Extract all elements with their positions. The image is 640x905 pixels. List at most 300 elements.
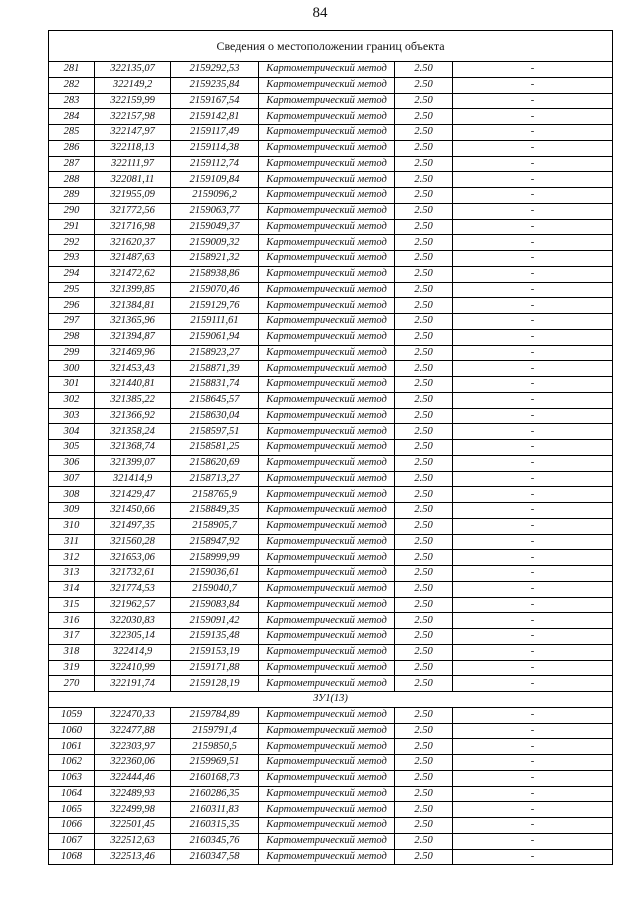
x-coordinate-cell: 322118,13 — [95, 140, 171, 156]
point-number-cell: 1060 — [49, 723, 95, 739]
x-coordinate-cell: 321399,85 — [95, 282, 171, 298]
point-number-cell: 319 — [49, 660, 95, 676]
y-coordinate-cell: 2159791,4 — [171, 723, 259, 739]
accuracy-cell: 2.50 — [395, 534, 453, 550]
method-cell: Картометрический метод — [259, 345, 395, 361]
y-coordinate-cell: 2160347,58 — [171, 849, 259, 865]
table-title-row — [49, 31, 613, 62]
accuracy-cell: 2.50 — [395, 235, 453, 251]
y-coordinate-cell: 2159153,19 — [171, 644, 259, 660]
method-cell: Картометрический метод — [259, 314, 395, 330]
x-coordinate-cell: 322410,99 — [95, 660, 171, 676]
description-cell: - — [453, 849, 613, 865]
method-cell: Картометрический метод — [259, 566, 395, 582]
accuracy-cell: 2.50 — [395, 188, 453, 204]
point-number-cell: 314 — [49, 581, 95, 597]
accuracy-cell: 2.50 — [395, 93, 453, 109]
accuracy-cell: 2.50 — [395, 140, 453, 156]
method-cell: Картометрический метод — [259, 219, 395, 235]
point-number-cell: 312 — [49, 550, 95, 566]
y-coordinate-cell: 2158871,39 — [171, 361, 259, 377]
description-cell: - — [453, 188, 613, 204]
description-cell: - — [453, 786, 613, 802]
table-row — [49, 518, 613, 534]
description-cell: - — [453, 172, 613, 188]
table-row — [49, 282, 613, 298]
description-cell: - — [453, 818, 613, 834]
method-cell: Картометрический метод — [259, 125, 395, 141]
method-cell: Картометрический метод — [259, 676, 395, 692]
table-row — [49, 629, 613, 645]
description-cell: - — [453, 629, 613, 645]
method-cell: Картометрический метод — [259, 755, 395, 771]
table-row — [49, 660, 613, 676]
table-row — [49, 802, 613, 818]
y-coordinate-cell: 2159112,74 — [171, 156, 259, 172]
table-row — [49, 408, 613, 424]
description-cell: - — [453, 251, 613, 267]
point-number-cell: 285 — [49, 125, 95, 141]
description-cell: - — [453, 739, 613, 755]
accuracy-cell: 2.50 — [395, 203, 453, 219]
table-row — [49, 676, 613, 692]
point-number-cell: 1062 — [49, 755, 95, 771]
y-coordinate-cell: 2159070,46 — [171, 282, 259, 298]
point-number-cell: 287 — [49, 156, 95, 172]
x-coordinate-cell: 321358,24 — [95, 424, 171, 440]
table-row — [49, 203, 613, 219]
x-coordinate-cell: 322470,33 — [95, 707, 171, 723]
accuracy-cell: 2.50 — [395, 597, 453, 613]
method-cell: Картометрический метод — [259, 392, 395, 408]
point-number-cell: 298 — [49, 329, 95, 345]
description-cell: - — [453, 408, 613, 424]
x-coordinate-cell: 321440,81 — [95, 377, 171, 393]
y-coordinate-cell: 2159235,84 — [171, 77, 259, 93]
method-cell: Картометрический метод — [259, 739, 395, 755]
x-coordinate-cell: 322513,46 — [95, 849, 171, 865]
accuracy-cell: 2.50 — [395, 503, 453, 519]
x-coordinate-cell: 321620,37 — [95, 235, 171, 251]
x-coordinate-cell: 322191,74 — [95, 676, 171, 692]
description-cell: - — [453, 361, 613, 377]
method-cell: Картометрический метод — [259, 581, 395, 597]
y-coordinate-cell: 2158938,86 — [171, 266, 259, 282]
y-coordinate-cell: 2158597,51 — [171, 424, 259, 440]
point-number-cell: 284 — [49, 109, 95, 125]
point-number-cell: 302 — [49, 392, 95, 408]
table-row — [49, 188, 613, 204]
point-number-cell: 289 — [49, 188, 95, 204]
x-coordinate-cell: 322414,9 — [95, 644, 171, 660]
y-coordinate-cell: 2159969,51 — [171, 755, 259, 771]
description-cell: - — [453, 93, 613, 109]
accuracy-cell: 2.50 — [395, 455, 453, 471]
description-cell: - — [453, 566, 613, 582]
x-coordinate-cell: 322081,11 — [95, 172, 171, 188]
table-row — [49, 156, 613, 172]
y-coordinate-cell: 2159111,61 — [171, 314, 259, 330]
x-coordinate-cell: 322305,14 — [95, 629, 171, 645]
method-cell: Картометрический метод — [259, 440, 395, 456]
y-coordinate-cell: 2158645,57 — [171, 392, 259, 408]
table-row — [49, 723, 613, 739]
section-label: ЗУ1(13) — [49, 692, 613, 708]
y-coordinate-cell: 2159850,5 — [171, 739, 259, 755]
x-coordinate-cell: 321385,22 — [95, 392, 171, 408]
accuracy-cell: 2.50 — [395, 156, 453, 172]
x-coordinate-cell: 321962,57 — [95, 597, 171, 613]
accuracy-cell: 2.50 — [395, 377, 453, 393]
method-cell: Картометрический метод — [259, 534, 395, 550]
y-coordinate-cell: 2159135,48 — [171, 629, 259, 645]
point-number-cell: 303 — [49, 408, 95, 424]
y-coordinate-cell: 2160168,73 — [171, 770, 259, 786]
table-row — [49, 172, 613, 188]
accuracy-cell: 2.50 — [395, 849, 453, 865]
point-number-cell: 313 — [49, 566, 95, 582]
x-coordinate-cell: 322149,2 — [95, 77, 171, 93]
method-cell: Картометрический метод — [259, 377, 395, 393]
y-coordinate-cell: 2158999,99 — [171, 550, 259, 566]
accuracy-cell: 2.50 — [395, 392, 453, 408]
method-cell: Картометрический метод — [259, 188, 395, 204]
method-cell: Картометрический метод — [259, 802, 395, 818]
accuracy-cell: 2.50 — [395, 440, 453, 456]
description-cell: - — [453, 377, 613, 393]
description-cell: - — [453, 676, 613, 692]
x-coordinate-cell: 322444,46 — [95, 770, 171, 786]
y-coordinate-cell: 2159083,84 — [171, 597, 259, 613]
accuracy-cell: 2.50 — [395, 581, 453, 597]
table-row — [49, 644, 613, 660]
accuracy-cell: 2.50 — [395, 282, 453, 298]
method-cell: Картометрический метод — [259, 140, 395, 156]
point-number-cell: 299 — [49, 345, 95, 361]
description-cell: - — [453, 518, 613, 534]
point-number-cell: 292 — [49, 235, 95, 251]
y-coordinate-cell: 2159292,53 — [171, 62, 259, 78]
accuracy-cell: 2.50 — [395, 219, 453, 235]
y-coordinate-cell: 2159009,32 — [171, 235, 259, 251]
point-number-cell: 293 — [49, 251, 95, 267]
method-cell: Картометрический метод — [259, 503, 395, 519]
table-row — [49, 140, 613, 156]
table-row — [49, 109, 613, 125]
table-row — [49, 251, 613, 267]
point-number-cell: 1065 — [49, 802, 95, 818]
y-coordinate-cell: 2158630,04 — [171, 408, 259, 424]
table-row — [49, 266, 613, 282]
table-title: Сведения о местоположении границ объекта — [49, 31, 613, 62]
description-cell: - — [453, 471, 613, 487]
method-cell: Картометрический метод — [259, 770, 395, 786]
method-cell: Картометрический метод — [259, 424, 395, 440]
description-cell: - — [453, 392, 613, 408]
method-cell: Картометрический метод — [259, 550, 395, 566]
point-number-cell: 316 — [49, 613, 95, 629]
y-coordinate-cell: 2160311,83 — [171, 802, 259, 818]
x-coordinate-cell: 321487,63 — [95, 251, 171, 267]
method-cell: Картометрический метод — [259, 329, 395, 345]
table-row — [49, 597, 613, 613]
y-coordinate-cell: 2159117,49 — [171, 125, 259, 141]
description-cell: - — [453, 314, 613, 330]
y-coordinate-cell: 2158713,27 — [171, 471, 259, 487]
method-cell: Картометрический метод — [259, 660, 395, 676]
point-number-cell: 1059 — [49, 707, 95, 723]
x-coordinate-cell: 321366,92 — [95, 408, 171, 424]
accuracy-cell: 2.50 — [395, 329, 453, 345]
point-number-cell: 1061 — [49, 739, 95, 755]
method-cell: Картометрический метод — [259, 93, 395, 109]
point-number-cell: 311 — [49, 534, 95, 550]
accuracy-cell: 2.50 — [395, 676, 453, 692]
x-coordinate-cell: 321560,28 — [95, 534, 171, 550]
point-number-cell: 290 — [49, 203, 95, 219]
y-coordinate-cell: 2158581,25 — [171, 440, 259, 456]
table-row — [49, 770, 613, 786]
y-coordinate-cell: 2159784,89 — [171, 707, 259, 723]
table-row — [49, 566, 613, 582]
method-cell: Картометрический метод — [259, 849, 395, 865]
point-number-cell: 310 — [49, 518, 95, 534]
x-coordinate-cell: 321414,9 — [95, 471, 171, 487]
accuracy-cell: 2.50 — [395, 408, 453, 424]
description-cell: - — [453, 755, 613, 771]
description-cell: - — [453, 833, 613, 849]
y-coordinate-cell: 2159109,84 — [171, 172, 259, 188]
y-coordinate-cell: 2160345,76 — [171, 833, 259, 849]
accuracy-cell: 2.50 — [395, 251, 453, 267]
point-number-cell: 297 — [49, 314, 95, 330]
method-cell: Картометрический метод — [259, 266, 395, 282]
point-number-cell: 300 — [49, 361, 95, 377]
x-coordinate-cell: 322499,98 — [95, 802, 171, 818]
y-coordinate-cell: 2158921,32 — [171, 251, 259, 267]
description-cell: - — [453, 298, 613, 314]
x-coordinate-cell: 322135,07 — [95, 62, 171, 78]
description-cell: - — [453, 534, 613, 550]
method-cell: Картометрический метод — [259, 471, 395, 487]
accuracy-cell: 2.50 — [395, 802, 453, 818]
y-coordinate-cell: 2158620,69 — [171, 455, 259, 471]
y-coordinate-cell: 2159096,2 — [171, 188, 259, 204]
table-row — [49, 471, 613, 487]
method-cell: Картометрический метод — [259, 203, 395, 219]
accuracy-cell: 2.50 — [395, 77, 453, 93]
table-row — [49, 550, 613, 566]
accuracy-cell: 2.50 — [395, 518, 453, 534]
point-number-cell: 308 — [49, 487, 95, 503]
x-coordinate-cell: 321772,56 — [95, 203, 171, 219]
point-number-cell: 307 — [49, 471, 95, 487]
table-row — [49, 235, 613, 251]
method-cell: Картометрический метод — [259, 707, 395, 723]
description-cell: - — [453, 235, 613, 251]
description-cell: - — [453, 125, 613, 141]
table-row — [49, 424, 613, 440]
point-number-cell: 295 — [49, 282, 95, 298]
description-cell: - — [453, 550, 613, 566]
table-row — [49, 581, 613, 597]
x-coordinate-cell: 322360,06 — [95, 755, 171, 771]
point-number-cell: 296 — [49, 298, 95, 314]
table-row — [49, 455, 613, 471]
point-number-cell: 291 — [49, 219, 95, 235]
y-coordinate-cell: 2159049,37 — [171, 219, 259, 235]
description-cell: - — [453, 424, 613, 440]
method-cell: Картометрический метод — [259, 251, 395, 267]
x-coordinate-cell: 322303,97 — [95, 739, 171, 755]
table-row — [49, 818, 613, 834]
accuracy-cell: 2.50 — [395, 550, 453, 566]
y-coordinate-cell: 2159167,54 — [171, 93, 259, 109]
point-number-cell: 306 — [49, 455, 95, 471]
description-cell: - — [453, 487, 613, 503]
description-cell: - — [453, 770, 613, 786]
description-cell: - — [453, 802, 613, 818]
point-number-cell: 286 — [49, 140, 95, 156]
description-cell: - — [453, 77, 613, 93]
x-coordinate-cell: 321497,35 — [95, 518, 171, 534]
method-cell: Картометрический метод — [259, 597, 395, 613]
description-cell: - — [453, 723, 613, 739]
accuracy-cell: 2.50 — [395, 770, 453, 786]
accuracy-cell: 2.50 — [395, 755, 453, 771]
accuracy-cell: 2.50 — [395, 266, 453, 282]
y-coordinate-cell: 2158947,92 — [171, 534, 259, 550]
point-number-cell: 270 — [49, 676, 95, 692]
x-coordinate-cell: 321716,98 — [95, 219, 171, 235]
x-coordinate-cell: 322147,97 — [95, 125, 171, 141]
y-coordinate-cell: 2159129,76 — [171, 298, 259, 314]
accuracy-cell: 2.50 — [395, 109, 453, 125]
description-cell: - — [453, 266, 613, 282]
y-coordinate-cell: 2160315,35 — [171, 818, 259, 834]
x-coordinate-cell: 321732,61 — [95, 566, 171, 582]
description-cell: - — [453, 644, 613, 660]
description-cell: - — [453, 62, 613, 78]
x-coordinate-cell: 322111,97 — [95, 156, 171, 172]
boundary-coordinates-table — [48, 30, 613, 865]
description-cell: - — [453, 707, 613, 723]
x-coordinate-cell: 321368,74 — [95, 440, 171, 456]
table-row — [49, 487, 613, 503]
table-row — [49, 440, 613, 456]
x-coordinate-cell: 321453,43 — [95, 361, 171, 377]
point-number-cell: 1068 — [49, 849, 95, 865]
x-coordinate-cell: 321394,87 — [95, 329, 171, 345]
description-cell: - — [453, 597, 613, 613]
y-coordinate-cell: 2159061,94 — [171, 329, 259, 345]
accuracy-cell: 2.50 — [395, 629, 453, 645]
point-number-cell: 283 — [49, 93, 95, 109]
table-row — [49, 833, 613, 849]
description-cell: - — [453, 660, 613, 676]
point-number-cell: 282 — [49, 77, 95, 93]
y-coordinate-cell: 2159036,61 — [171, 566, 259, 582]
x-coordinate-cell: 321384,81 — [95, 298, 171, 314]
x-coordinate-cell: 321450,66 — [95, 503, 171, 519]
description-cell: - — [453, 440, 613, 456]
point-number-cell: 301 — [49, 377, 95, 393]
x-coordinate-cell: 322159,99 — [95, 93, 171, 109]
point-number-cell: 315 — [49, 597, 95, 613]
accuracy-cell: 2.50 — [395, 818, 453, 834]
table-row — [49, 219, 613, 235]
accuracy-cell: 2.50 — [395, 314, 453, 330]
x-coordinate-cell: 322501,45 — [95, 818, 171, 834]
x-coordinate-cell: 321472,62 — [95, 266, 171, 282]
description-cell: - — [453, 329, 613, 345]
description-cell: - — [453, 282, 613, 298]
point-number-cell: 281 — [49, 62, 95, 78]
y-coordinate-cell: 2158765,9 — [171, 487, 259, 503]
accuracy-cell: 2.50 — [395, 125, 453, 141]
accuracy-cell: 2.50 — [395, 471, 453, 487]
accuracy-cell: 2.50 — [395, 739, 453, 755]
table-row — [49, 62, 613, 78]
method-cell: Картометрический метод — [259, 833, 395, 849]
description-cell: - — [453, 455, 613, 471]
point-number-cell: 1064 — [49, 786, 95, 802]
x-coordinate-cell: 322477,88 — [95, 723, 171, 739]
method-cell: Картометрический метод — [259, 77, 395, 93]
description-cell: - — [453, 109, 613, 125]
x-coordinate-cell: 321955,09 — [95, 188, 171, 204]
point-number-cell: 1063 — [49, 770, 95, 786]
accuracy-cell: 2.50 — [395, 487, 453, 503]
accuracy-cell: 2.50 — [395, 786, 453, 802]
point-number-cell: 317 — [49, 629, 95, 645]
accuracy-cell: 2.50 — [395, 723, 453, 739]
description-cell: - — [453, 156, 613, 172]
x-coordinate-cell: 322512,63 — [95, 833, 171, 849]
method-cell: Картометрический метод — [259, 487, 395, 503]
method-cell: Картометрический метод — [259, 629, 395, 645]
accuracy-cell: 2.50 — [395, 660, 453, 676]
accuracy-cell: 2.50 — [395, 62, 453, 78]
y-coordinate-cell: 2159128,19 — [171, 676, 259, 692]
table-row — [49, 377, 613, 393]
section-row — [49, 692, 613, 708]
x-coordinate-cell: 321399,07 — [95, 455, 171, 471]
y-coordinate-cell: 2159040,7 — [171, 581, 259, 597]
y-coordinate-cell: 2159171,88 — [171, 660, 259, 676]
point-number-cell: 309 — [49, 503, 95, 519]
method-cell: Картометрический метод — [259, 298, 395, 314]
table-row — [49, 503, 613, 519]
method-cell: Картометрический метод — [259, 62, 395, 78]
method-cell: Картометрический метод — [259, 408, 395, 424]
x-coordinate-cell: 321653,06 — [95, 550, 171, 566]
point-number-cell: 1067 — [49, 833, 95, 849]
description-cell: - — [453, 219, 613, 235]
y-coordinate-cell: 2160286,35 — [171, 786, 259, 802]
description-cell: - — [453, 581, 613, 597]
point-number-cell: 294 — [49, 266, 95, 282]
table-row — [49, 755, 613, 771]
accuracy-cell: 2.50 — [395, 833, 453, 849]
method-cell: Картометрический метод — [259, 455, 395, 471]
table-row — [49, 298, 613, 314]
accuracy-cell: 2.50 — [395, 298, 453, 314]
description-cell: - — [453, 503, 613, 519]
accuracy-cell: 2.50 — [395, 566, 453, 582]
y-coordinate-cell: 2159091,42 — [171, 613, 259, 629]
y-coordinate-cell: 2159142,81 — [171, 109, 259, 125]
